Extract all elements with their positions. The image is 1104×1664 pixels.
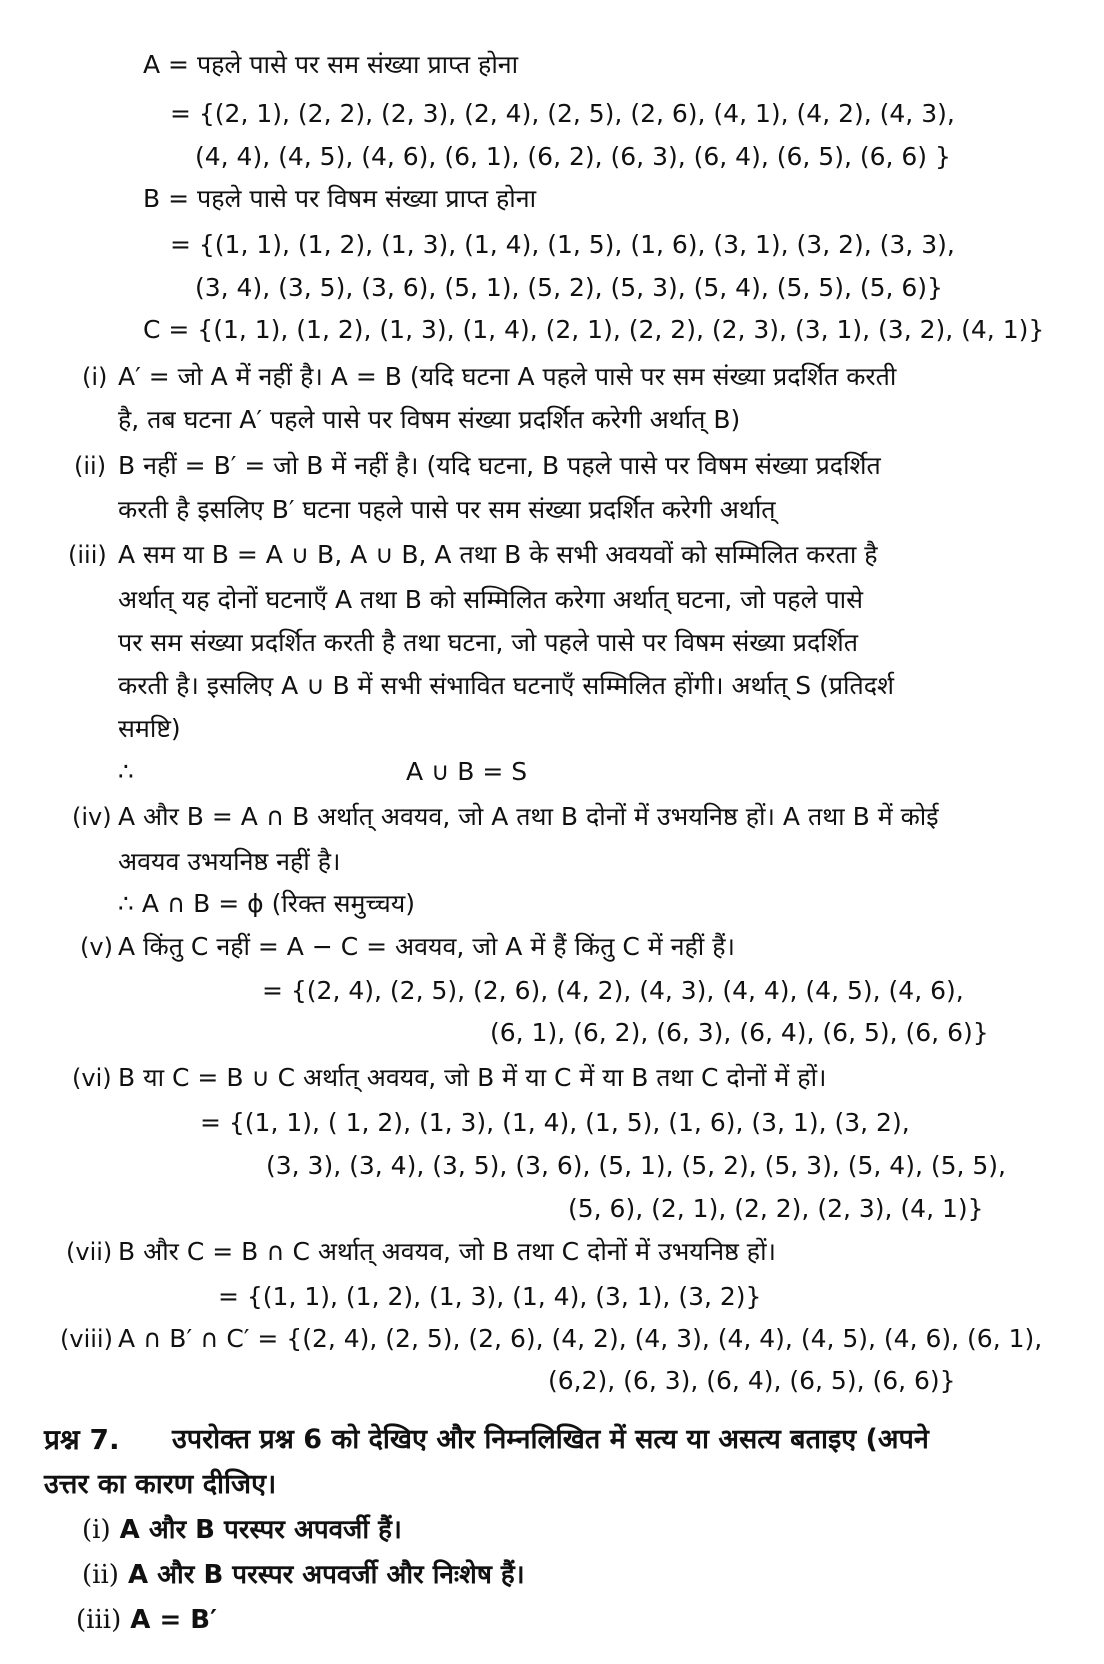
question-7-text-line1: उपरोक्त प्रश्न 6 को देखिए और निम्नलिखित में सत्य या असत्य बताइए (अपने [172, 1424, 929, 1455]
sub-ii-label: (ii) [82, 1560, 119, 1590]
set-a-elements-line1: = {(2, 1), (2, 2), (2, 3), (2, 4), (2, 5), (2, 6), (4, 1), (4, 2), (4, 3), [170, 99, 955, 128]
set-b-elements-line1: = {(1, 1), (1, 2), (1, 3), (1, 4), (1, 5), (1, 6), (3, 1), (3, 2), (3, 3), [170, 230, 955, 259]
part-v-label: (v) [80, 933, 113, 961]
part-iii-line2: अर्थात् यह दोनों घटनाएँ A तथा B को सम्मिलित करेगा अर्थात् घटना, जो पहले पासे [118, 585, 864, 614]
part-v-line3: (6, 1), (6, 2), (6, 3), (6, 4), (6, 5), (6, 6)} [490, 1018, 989, 1047]
sub-ii-text: A और B परस्पर अपवर्जी और निःशेष हैं। [127, 1560, 525, 1590]
part-ii-line2: करती है इसलिए B′ घटना पहले पासे पर सम संख्या प्रदर्शित करेगी अर्थात् [118, 495, 776, 524]
part-ii-line1: B नहीं = B′ = जो B में नहीं है। (यदि घटना, B पहले पासे पर विषम संख्या प्रदर्शित [118, 451, 881, 480]
question-7-text-line2: उत्तर का कारण दीजिए। [44, 1469, 277, 1500]
part-iii-line4: करती है। इसलिए A ∪ B में सभी संभावित घटनाएँ सम्मिलित होंगी। अर्थात् S (प्रतिदर्श [118, 671, 895, 700]
set-a-elements-line2: (4, 4), (4, 5), (4, 6), (6, 1), (6, 2), (6, 3), (6, 4), (6, 5), (6, 6) } [195, 142, 951, 171]
question-7-sub-iii [76, 1602, 217, 1638]
part-i-line1: A′ = जो A में नहीं है। A = B (यदि घटना A पहले पासे पर सम संख्या प्रदर्शित करती [118, 362, 897, 391]
set-b-definition: B = पहले पासे पर विषम संख्या प्राप्त होना [143, 184, 537, 213]
part-iii-line3: पर सम संख्या प्रदर्शित करती है तथा घटना, जो पहले पासे पर विषम संख्या प्रदर्शित [118, 628, 859, 657]
part-vi-line2: = {(1, 1), ( 1, 2), (1, 3), (1, 4), (1, 5), (1, 6), (3, 1), (3, 2), [200, 1108, 910, 1137]
therefore-symbol: ∴ [118, 757, 134, 786]
part-vii-line2: = {(1, 1), (1, 2), (1, 3), (1, 4), (3, 1), (3, 2)} [218, 1282, 762, 1311]
part-iv-label: (iv) [72, 803, 112, 831]
part-viii-label: (viii) [60, 1325, 113, 1353]
sub-iii-text: A = B′ [130, 1605, 217, 1635]
part-viii-line2: (6,2), (6, 3), (6, 4), (6, 5), (6, 6)} [548, 1366, 956, 1395]
part-iii-line1: A सम या B = A ∪ B, A ∪ B, A तथा B के सभी अवयवों को सम्मिलित करता है [118, 540, 878, 569]
part-v-line2: = {(2, 4), (2, 5), (2, 6), (4, 2), (4, 3), (4, 4), (4, 5), (4, 6), [262, 976, 964, 1005]
part-iii-line5: समष्टि) [118, 714, 181, 743]
part-iv-line3: ∴ A ∩ B = ϕ (रिक्त समुच्चय) [118, 889, 416, 918]
part-v-line1: A किंतु C नहीं = A − C = अवयव, जो A में हैं किंतु C में नहीं हैं। [118, 932, 735, 961]
part-i-line2: है, तब घटना A′ पहले पासे पर विषम संख्या प्रदर्शित करेगी अर्थात् B) [118, 405, 741, 434]
part-vii-line1: B और C = B ∩ C अर्थात् अवयव, जो B तथा C दोनों में उभयनिष्ठ हों। [118, 1237, 777, 1266]
part-vi-line1: B या C = B ∪ C अर्थात् अवयव, जो B में या C में या B तथा C दोनों में हों। [118, 1063, 827, 1092]
part-vi-line4: (5, 6), (2, 1), (2, 2), (2, 3), (4, 1)} [568, 1194, 984, 1223]
set-c-elements: C = {(1, 1), (1, 2), (1, 3), (1, 4), (2, 1), (2, 2), (2, 3), (3, 1), (3, 2), (4, 1)} [143, 315, 1045, 344]
question-7-sub-i [82, 1512, 402, 1548]
part-vi-label: (vi) [72, 1064, 112, 1092]
part-vi-line3: (3, 3), (3, 4), (3, 5), (3, 6), (5, 1), (5, 2), (5, 3), (5, 4), (5, 5), [266, 1151, 1007, 1180]
sub-i-label: (i) [82, 1515, 111, 1545]
set-a-definition: A = पहले पासे पर सम संख्या प्राप्त होना [143, 50, 519, 79]
part-iv-line1: A और B = A ∩ B अर्थात् अवयव, जो A तथा B दोनों में उभयनिष्ठ हों। A तथा B में कोई [118, 802, 939, 831]
question-7-sub-ii [82, 1557, 525, 1593]
part-ii-label: (ii) [74, 452, 107, 480]
question-7-heading: प्रश्न 7. [44, 1423, 120, 1456]
part-vii-label: (vii) [66, 1238, 113, 1266]
part-iv-line2: अवयव उभयनिष्ठ नहीं है। [118, 847, 341, 876]
union-equals-sample-space: A ∪ B = S [406, 757, 528, 786]
sub-i-text: A और B परस्पर अपवर्जी हैं। [119, 1515, 402, 1545]
part-i-label: (i) [82, 363, 108, 391]
set-b-elements-line2: (3, 4), (3, 5), (3, 6), (5, 1), (5, 2), (5, 3), (5, 4), (5, 5), (5, 6)} [195, 273, 943, 302]
part-iii-label: (iii) [68, 541, 107, 569]
sub-iii-label: (iii) [76, 1605, 122, 1635]
part-viii-line1: A ∩ B′ ∩ C′ = {(2, 4), (2, 5), (2, 6), (4, 2), (4, 3), (4, 4), (4, 5), (4, 6), (6, 1), [118, 1324, 1043, 1353]
